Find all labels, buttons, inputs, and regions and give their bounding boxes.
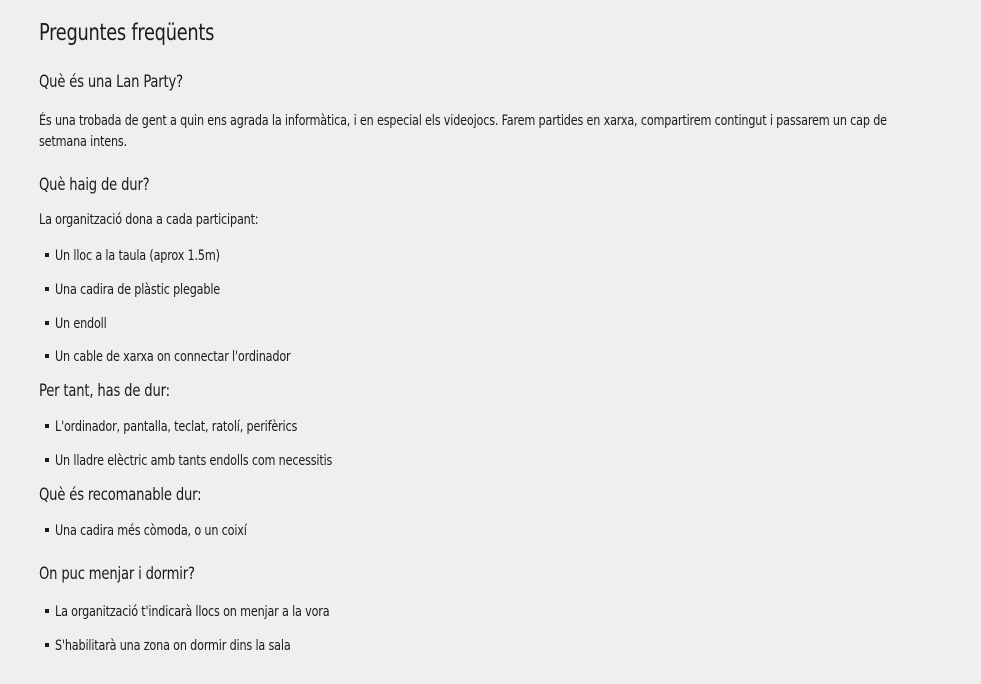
list-item: Un cable de xarxa on connectar l'ordinador xyxy=(45,346,329,365)
list-item: Un lloc a la taula (aprox 1.5m) xyxy=(45,245,247,264)
bullet-icon xyxy=(45,354,49,358)
bullet-icon xyxy=(45,528,49,532)
list-item: Una cadira de plàstic plegable xyxy=(45,279,247,298)
must-bring-heading: Per tant, has de dur: xyxy=(39,381,170,401)
list-item: L'ordinador, pantalla, teclat, ratolí, perifèrics xyxy=(45,416,337,435)
recommended-heading: Què és recomanable dur: xyxy=(39,485,202,505)
list-item: Una cadira més còmoda, o un coixí xyxy=(45,520,278,539)
bullet-icon xyxy=(45,643,49,647)
list-item: Un lladre elèctric amb tants endolls com necessitis xyxy=(45,450,377,469)
given-intro-text: La organització dona a cada participant: xyxy=(39,212,259,228)
list-item: S'habilitarà una zona on dormir dins la sala xyxy=(45,635,329,654)
bullet-icon xyxy=(45,609,49,613)
bullet-icon xyxy=(45,253,49,257)
bullet-icon xyxy=(45,321,49,325)
question-heading-lan-party: Què és una Lan Party? xyxy=(39,72,183,92)
question-heading-eat-sleep: On puc menjar i dormir? xyxy=(39,564,195,584)
bullet-icon xyxy=(45,287,49,291)
bullet-icon xyxy=(45,458,49,462)
list-item: Un endoll xyxy=(45,313,115,332)
page-title: Preguntes freqüents xyxy=(39,20,215,46)
bullet-icon xyxy=(45,424,49,428)
list-item: La organització t'indicarà llocs on menjar a la vora xyxy=(45,601,374,620)
answer-lan-party: És una trobada de gent a quin ens agrada la informàtica, i en especial els videojocs. Farem partides en xarxa, compartirem contingut i passarem un cap de setmana intens. xyxy=(39,113,887,150)
question-heading-what-to-bring: Què haig de dur? xyxy=(39,175,150,195)
